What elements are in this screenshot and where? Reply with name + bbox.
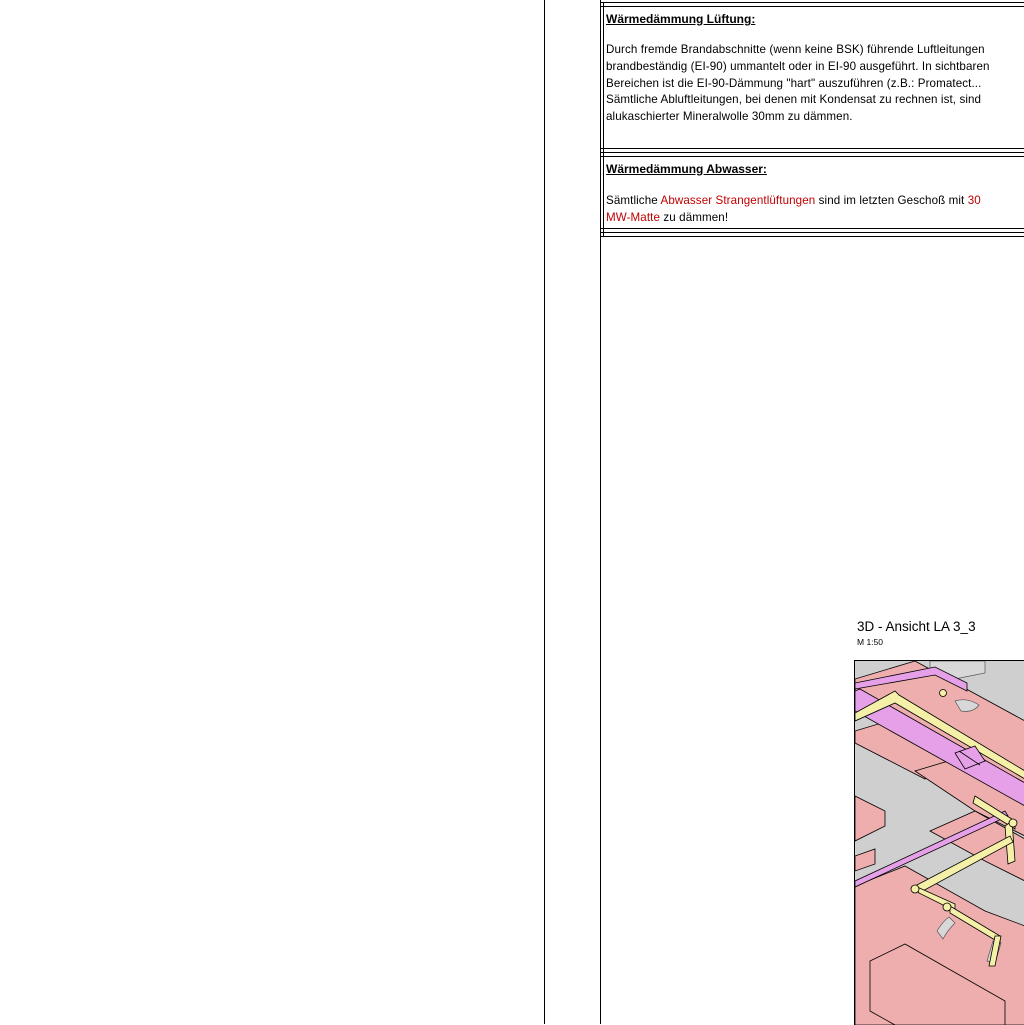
note-line: brandbeständig (EI-90) ummantelt oder in EI-90 ausgeführt. In sichtbaren (606, 59, 990, 73)
note-border (600, 156, 1024, 157)
note-border (600, 236, 1024, 237)
note-line: Durch fremde Brandabschnitte (wenn keine BSK) führende Luftleitungen (606, 43, 985, 56)
view-title: 3D - Ansicht LA 3_3 (857, 619, 976, 634)
isometric-drawing-svg (855, 661, 1024, 1025)
note-border-inner (603, 2, 604, 237)
note-border (600, 232, 1024, 233)
note-text: zu dämmen! (660, 210, 729, 224)
isometric-3d-view (854, 660, 1024, 1025)
note-title-abwasser: Wärmedämmung Abwasser: (606, 162, 767, 176)
note-title-lueftung: Wärmedämmung Lüftung: (606, 12, 756, 26)
note-line (606, 193, 1024, 210)
note-border (600, 2, 1024, 3)
note-line: Sämtliche Abluftleitungen, bei denen mit Kondensat zu rechnen ist, sind (606, 93, 982, 107)
note-border (600, 152, 1024, 153)
notes-frame-left (600, 0, 601, 1024)
pipe-joint (1009, 819, 1017, 827)
note-highlight: Abwasser Strangentlüftungen (660, 194, 816, 207)
pipe-joint (943, 903, 951, 911)
note-line (606, 210, 1024, 227)
note-line: Bereichen ist die EI-90-Dämmung "hart" auszuführen (z.B.: Promatect... (606, 76, 982, 90)
note-body-lueftung (606, 42, 1024, 126)
note-border (600, 148, 1024, 149)
view-scale: M 1:50 (857, 637, 883, 647)
floor-slab (855, 796, 885, 841)
note-text: Sämtliche (606, 194, 661, 207)
note-highlight: 30 (967, 194, 981, 207)
note-highlight: MW-Matte (606, 210, 661, 224)
floor-slab (855, 849, 875, 871)
sheet-border-left (544, 0, 545, 1024)
pipe-joint (911, 885, 919, 893)
pipe-joint (940, 690, 947, 697)
note-border (600, 228, 1024, 229)
note-line: alukaschierter Mineralwolle 30mm zu dämmen. (606, 110, 853, 124)
note-border (600, 6, 1024, 7)
note-body-abwasser (606, 193, 1024, 227)
note-text: sind im letzten Geschoß mit (815, 194, 968, 207)
